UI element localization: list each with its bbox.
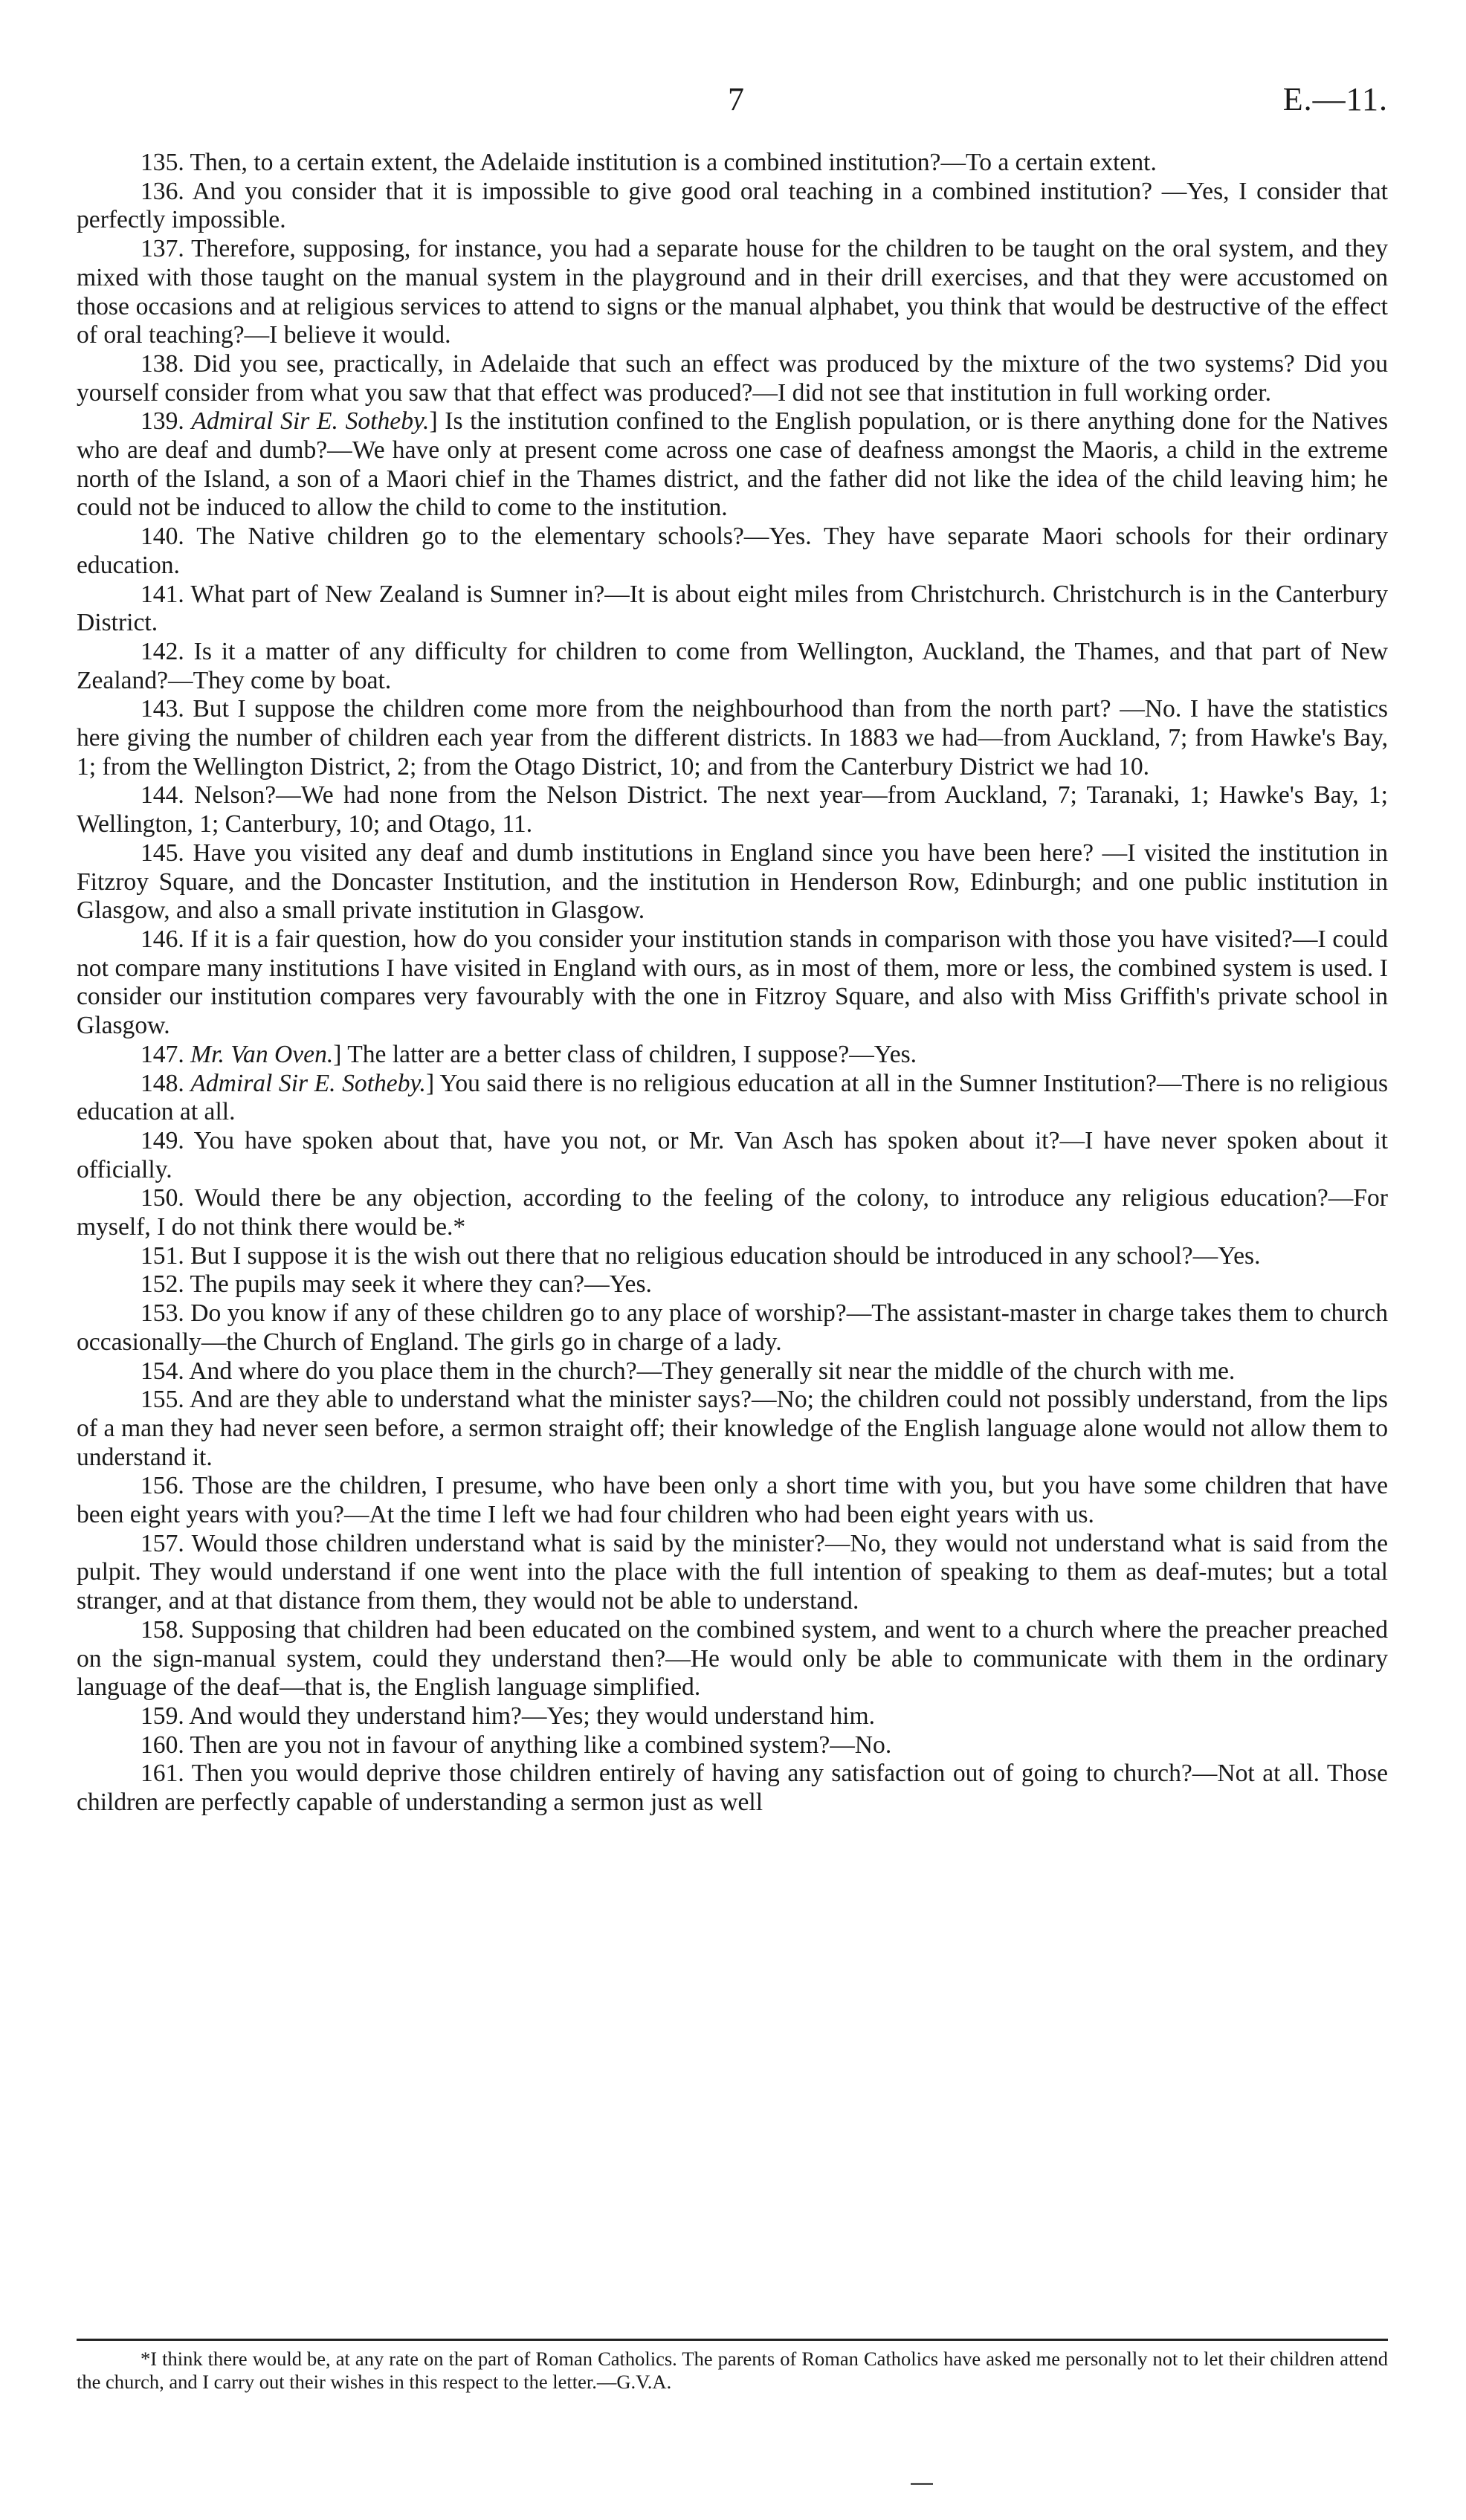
report-code: E.—11. xyxy=(1282,81,1388,117)
question-140: 140. The Native children go to the elementary schools?—Yes. They have separate Maori schools for their ordinary education. xyxy=(77,523,1388,579)
question-160: 160. Then are you not in favour of anything like a combined system?—No. xyxy=(141,1731,892,1759)
question-152: 152. The pupils may seek it where they can?—Yes. xyxy=(141,1270,652,1299)
question-158: 158. Supposing that children had been educated on the combined system, and went to a church where the preacher preached on the sign-manual system, could they understand then?—He would only be able to communicate with them in the ordinary language of the deaf—that is, the English language simplified. xyxy=(77,1615,1388,1702)
page-number: 7 xyxy=(728,81,744,117)
question-143: 143. But I suppose the children come more from the neighbourhood than from the north part? —No. I have the statistics here giving the number of children each year from the different districts. In 1883 we had—from Auckland, 7; from Hawke's Bay, 1; from the Wellington District, 2; from the Otago District, 10; and from the Canterbury District we had 10. xyxy=(77,695,1388,781)
question-146: 146. If it is a fair question, how do you consider your institution stands in comparison with those you have visited?—I could not compare many institutions I have visited in England with ours, as in most of them, more or less, the combined system is used. I consider our institution compares very favourably with the one in Fitzroy Square, and also with Miss Griffith's private school in Glasgow. xyxy=(77,925,1388,1040)
question-161: 161. Then you would deprive those children entirely of having any satisfaction out of going to church?—Not at all. Those children are perfectly capable of understanding a sermon just as well xyxy=(77,1760,1388,1817)
question-139: 139. Admiral Sir E. Sotheby.] Is the institution confined to the English population, or is there anything done for the Natives who are deaf and dumb?—We have only at present come across one case of deafness amongst the Maoris, a child in the extreme north of the Island, a son of a Maori chief in the Thames district, and the father did not like the idea of the child leaving him; he could not be induced to allow the child to come to the institution. xyxy=(77,407,1389,522)
question-142: 142. Is it a matter of any difficulty for children to come from Wellington, Auckland, the Thames, and that part of New Zealand?—They come by boat. xyxy=(77,637,1388,694)
question-157: 157. Would those children understand what is said by the minister?—No, they would not understand what is said from the pulpit. They would understand if one went into the place with the full intention of speaking to them as deaf-mutes; but a total stranger, and at that distance from them, they would not be able to understand. xyxy=(77,1529,1388,1615)
question-147: 147. Mr. Van Oven.] The latter are a better class of children, I suppose?—Yes. xyxy=(141,1040,917,1068)
question-153: 153. Do you know if any of these children go to any place of worship?—The assistant-master in charge takes them to church occasionally—the Church of England. The girls go in charge of a lady. xyxy=(77,1299,1388,1356)
speaker-name: Mr. Van Oven. xyxy=(190,1040,334,1068)
question-138: 138. Did you see, practically, in Adelaide that such an effect was produced by the mixture of the two systems? Did you yourself consider from what you saw that that effect was produced?—I did not see that institution in full working order. xyxy=(77,349,1388,407)
question-149: 149. You have spoken about that, have you not, or Mr. Van Asch has spoken about it?—I have never spoken about it officially. xyxy=(77,1126,1388,1183)
question-159: 159. And would they understand him?—Yes; they would understand him. xyxy=(141,1702,875,1730)
evidence-body xyxy=(77,149,1388,1818)
question-137: 137. Therefore, supposing, for instance, you had a separate house for the children to be taught on the oral system, and they mixed with those taught on the manual system in the playground and in their drill exercises, and that they were accustomed on those occasions and at religious services to attend to signs or the manual alphabet, you think that would be destructive of the effect of oral teaching?—I believe it would. xyxy=(77,235,1388,349)
question-156: 156. Those are the children, I presume, who have been only a short time with you, but you have some children that have been eight years with you?—At the time I left we had four children who had been eight years with us. xyxy=(77,1472,1388,1529)
question-145: 145. Have you visited any deaf and dumb institutions in England since you have been here? —I visited the institution in Fitzroy Square, and the Doncaster Institution, and the institution in Henderson Row, Edinburgh; and one public institution in Glasgow, and also a small private institution in Glasgow. xyxy=(77,839,1388,925)
question-150: 150. Would there be any objection, according to the feeling of the colony, to introduce any religious education?—For myself, I do not think there would be.* xyxy=(77,1184,1388,1241)
speaker-name: Admiral Sir E. Sotheby. xyxy=(191,407,430,436)
question-154: 154. And where do you place them in the church?—They generally sit near the middle of the church with me. xyxy=(141,1357,1236,1385)
speaker-name: Admiral Sir E. Sotheby. xyxy=(190,1069,426,1097)
question-151: 151. But I suppose it is the wish out there that no religious education should be introduced in any school?—Yes. xyxy=(141,1241,1261,1270)
page-header xyxy=(0,77,1466,122)
question-148: 148. Admiral Sir E. Sotheby.] You said there is no religious education at all in the Sumner Institution?—There is no religious education at all. xyxy=(77,1069,1389,1126)
question-144: 144. Nelson?—We had none from the Nelson District. The next year—from Auckland, 7; Taranaki, 1; Hawke's Bay, 1; Wellington, 1; Canterbury, 10; and Otago, 11. xyxy=(77,781,1388,839)
question-155: 155. And are they able to understand what the minister says?—No; the children could not possibly understand, from the lips of a man they had never seen before, a sermon straight off; their knowledge of the English language alone would not allow them to understand it. xyxy=(77,1386,1388,1471)
question-141: 141. What part of New Zealand is Sumner in?—It is about eight miles from Christchurch. Christchurch is in the Canterbury District. xyxy=(77,580,1388,637)
question-136: 136. And you consider that it is impossible to give good oral teaching in a combined institution? —Yes, I consider that perfectly impossible. xyxy=(77,177,1388,234)
footnote-divider xyxy=(77,2339,1388,2341)
footnote: *I think there would be, at any rate on the part of Roman Catholics. The parents of Roman Catholics have asked me personally not to let their children attend the church, and I carry out their wishes in this respect to the letter.—G.V.A. xyxy=(77,2348,1388,2393)
printer-mark xyxy=(911,2483,933,2485)
question-135: 135. Then, to a certain extent, the Adelaide institution is a combined institution?—To a certain extent. xyxy=(141,149,1157,176)
